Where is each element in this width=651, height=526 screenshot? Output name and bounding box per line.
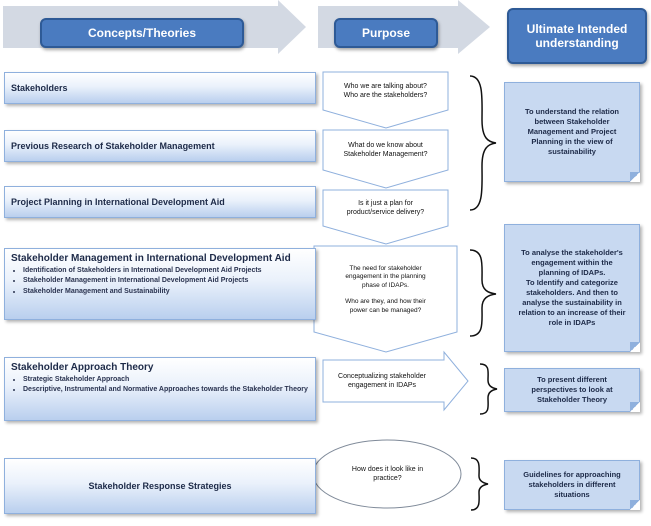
concept-stakeholders bbox=[4, 72, 316, 104]
purpose-line: engagement in the planning bbox=[345, 273, 426, 281]
purpose-text-6 bbox=[330, 456, 445, 492]
outcome-line: perspectives to look at bbox=[531, 384, 613, 394]
brace-3 bbox=[480, 364, 497, 414]
purpose-text-5 bbox=[323, 362, 441, 400]
purpose-line: Who are the stakeholders? bbox=[343, 92, 428, 99]
list-item: • Strategic Stakeholder Approach bbox=[23, 376, 309, 384]
ultimate-header-line1: Ultimate Intended bbox=[526, 22, 628, 36]
concept-title: Previous Research of Stakeholder Management bbox=[11, 141, 215, 151]
brace-1 bbox=[470, 76, 496, 210]
outcome-line: Stakeholder Theory bbox=[536, 395, 608, 405]
concept-bullets bbox=[11, 267, 309, 296]
concept-stakeholder-approach-theory bbox=[4, 357, 316, 421]
outcome-box-4 bbox=[504, 460, 640, 510]
concept-bullets bbox=[11, 376, 309, 395]
purpose-line: phase of IDAPs. bbox=[362, 281, 409, 289]
purpose-line: product/service delivery? bbox=[346, 209, 425, 216]
outcome-line: stakeholders. And then to bbox=[526, 288, 618, 297]
ultimate-header-line2: understanding bbox=[535, 36, 619, 50]
outcome-line: stakeholders in different bbox=[528, 479, 616, 489]
purpose-line: Is it just a plan for bbox=[358, 199, 413, 207]
outcome-box-3 bbox=[504, 368, 640, 412]
purpose-line: What do we know about bbox=[348, 141, 423, 149]
purpose-line: The need for stakeholder bbox=[349, 264, 422, 272]
outcome-line: Planning in the view of bbox=[531, 137, 613, 147]
concept-stakeholder-management-ida bbox=[4, 248, 316, 320]
purpose-line: practice? bbox=[373, 475, 402, 482]
outcome-line: situations bbox=[554, 490, 590, 500]
outcome-line: between Stakeholder bbox=[534, 116, 610, 126]
concept-title: Stakeholders bbox=[11, 83, 68, 93]
purpose-line: engagement in IDAPs bbox=[347, 382, 417, 389]
purpose-text-2 bbox=[323, 132, 448, 168]
outcome-line: planning of IDAPs. bbox=[538, 267, 606, 277]
concept-title: Stakeholder Approach Theory bbox=[11, 362, 154, 373]
list-item: • Identification of Stakeholders in International Development Aid Projects bbox=[23, 267, 309, 275]
concept-response-strategies bbox=[4, 458, 316, 514]
concept-project-planning bbox=[4, 186, 316, 218]
concept-title: Project Planning in International Development Aid bbox=[11, 197, 225, 207]
purpose-line: Who are they, and how their bbox=[345, 298, 426, 306]
purpose-text-3 bbox=[323, 192, 448, 224]
purpose-header-label: Purpose bbox=[361, 26, 410, 40]
outcome-line: To analyse the stakeholder's bbox=[521, 247, 623, 257]
concept-title: Stakeholder Response Strategies bbox=[88, 481, 232, 491]
purpose-line: How does it look like in bbox=[351, 465, 424, 473]
concept-title: Stakeholder Management in International Development Aid bbox=[11, 253, 291, 264]
outcome-box-1 bbox=[504, 82, 640, 182]
concepts-header-label: Concepts/Theories bbox=[87, 26, 197, 40]
purpose-line: power can be managed? bbox=[349, 306, 422, 314]
purpose-line: Stakeholder Management? bbox=[343, 151, 428, 158]
outcome-line: Management and Project bbox=[527, 126, 617, 136]
purpose-line: Conceptualizing stakeholder bbox=[338, 372, 426, 380]
outcome-box-2 bbox=[504, 224, 640, 352]
outcome-line: analyse the sustainability in bbox=[522, 298, 622, 308]
brace-2 bbox=[470, 250, 496, 336]
purpose-line: Who we are talking about? bbox=[344, 82, 427, 90]
list-item: • Descriptive, Instrumental and Normative Approaches towards the Stakeholder Theory bbox=[23, 386, 309, 394]
outcome-line: To understand the relation bbox=[524, 106, 620, 116]
outcome-line: Guidelines for approaching bbox=[523, 469, 621, 479]
outcome-line: relation to an increase of their bbox=[518, 308, 626, 318]
outcome-line: To Identify and categorize bbox=[526, 277, 618, 287]
list-item: • Stakeholder Management in International Development Aid Projects bbox=[23, 277, 309, 285]
outcome-line: engagement within the bbox=[531, 257, 613, 267]
purpose-text-4 bbox=[318, 250, 453, 330]
outcome-line: To present different bbox=[537, 374, 607, 384]
outcome-line: role in IDAPs bbox=[548, 318, 596, 328]
list-item: • Stakeholder Management and Sustainability bbox=[23, 288, 309, 296]
outcome-line: sustainability bbox=[548, 147, 596, 157]
brace-4 bbox=[471, 458, 488, 510]
purpose-text-1 bbox=[323, 74, 448, 108]
concept-previous-research bbox=[4, 130, 316, 162]
